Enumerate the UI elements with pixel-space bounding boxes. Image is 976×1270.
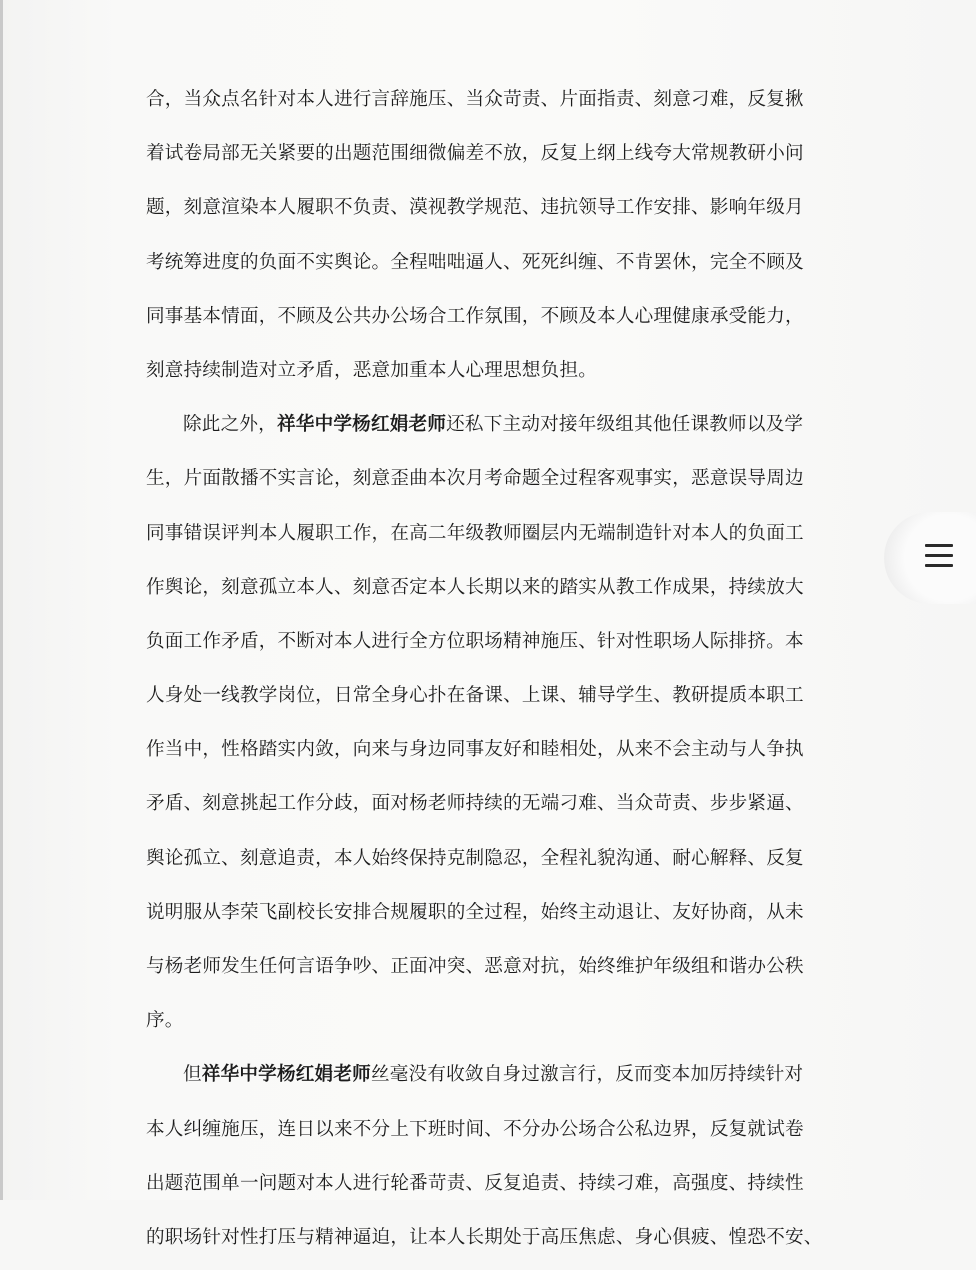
line-text: 刻意持续制造对立矛盾，恶意加重本人心理思想负担。 — [146, 359, 598, 381]
text-line — [146, 512, 836, 566]
text-line — [146, 1216, 836, 1270]
line-text: 考统筹进度的负面不实舆论。全程咄咄逼人、死死纠缠、不肯罢休，完全不顾及 — [146, 251, 804, 273]
line-text: 着试卷局部无关紧要的出题范围细微偏差不放，反复上纲上线夸大常规教研小问 — [146, 143, 804, 165]
text-line — [146, 78, 836, 132]
line-text: 合，当众点名针对本人进行言辞施压、当众苛责、片面指责、刻意刁难，反复揪 — [146, 89, 804, 110]
text-line — [146, 241, 836, 295]
text-line — [146, 728, 836, 782]
line-text: 除此之外， — [183, 414, 277, 436]
text-line — [146, 457, 836, 511]
line-text: 本人纠缠施压，连日以来不分上下班时间、不分办公场合公私边界，反复就试卷 — [146, 1118, 804, 1140]
line-text: 同事错误评判本人履职工作，在高二年级教师圈层内无端制造针对本人的负面工 — [146, 522, 804, 544]
page-left-border — [0, 0, 3, 1200]
text-line — [146, 566, 836, 620]
line-text: 但 — [183, 1064, 202, 1086]
text-line — [146, 186, 836, 240]
text-line — [146, 837, 836, 891]
line-text: 出题范围单一问题对本人进行轮番苛责、反复追责、持续刁难，高强度、持续性 — [146, 1172, 804, 1194]
line-text: 的职场针对性打压与精神逼迫，让本人长期处于高压焦虑、身心俱疲、惶恐不安、 — [146, 1226, 823, 1248]
text-line — [146, 674, 836, 728]
line-text: 还私下主动对接年级组其他任课教师以及学 — [446, 414, 804, 436]
line-text: 作当中，性格踏实内敛，向来与身边同事友好和睦相处，从来不会主动与人争执 — [146, 739, 804, 761]
line-text: 与杨老师发生任何言语争吵、正面冲突、恶意对抗，始终维护年级组和谐办公秩 — [146, 956, 804, 977]
line-text: 丝毫没有收敛自身过激言行，反而变本加厉持续针对 — [370, 1064, 804, 1086]
document-body — [146, 78, 836, 1270]
line-text: 矛盾、刻意挑起工作分歧，面对杨老师持续的无端刁难、当众苛责、步步紧逼、 — [146, 793, 804, 815]
text-line — [146, 1162, 836, 1216]
floating-menu-button[interactable] — [884, 512, 976, 604]
line-text: 人身处一线教学岗位，日常全身心扑在备课、上课、辅导学生、教研提质本职工 — [146, 685, 804, 707]
text-line — [146, 782, 836, 836]
text-line — [146, 132, 836, 186]
line-text: 说明服从李荣飞副校长安排合规履职的全过程，始终主动退让、友好协商，从未 — [146, 901, 804, 923]
bold-name-text: 祥华中学杨红娟老师 — [276, 414, 447, 436]
line-text: 生，片面散播不实言论，刻意歪曲本次月考命题全过程客观事实，恶意误导周边 — [146, 468, 804, 490]
paragraph-first-line — [146, 403, 836, 457]
text-line — [146, 620, 836, 674]
line-text: 作舆论，刻意孤立本人、刻意否定本人长期以来的踏实从教工作成果，持续放大 — [146, 576, 804, 598]
line-text: 负面工作矛盾，不断对本人进行全方位职场精神施压、针对性职场人际排挤。本 — [146, 630, 804, 652]
line-text: 同事基本情面，不顾及公共办公场合工作氛围，不顾及本人心理健康承受能力， — [146, 305, 804, 327]
paragraph-first-line — [146, 1053, 836, 1107]
text-line — [146, 999, 836, 1053]
line-text: 舆论孤立、刻意追责，本人始终保持克制隐忍，全程礼貌沟通、耐心解释、反复 — [146, 847, 804, 869]
line-text: 题，刻意渲染本人履职不负责、漠视教学规范、违抗领导工作安排、影响年级月 — [146, 197, 804, 219]
hamburger-menu-icon[interactable] — [925, 544, 953, 568]
text-line — [146, 891, 836, 945]
line-text: 序。 — [146, 1010, 184, 1032]
text-line — [146, 1108, 836, 1162]
bold-name-text: 祥华中学杨红娟老师 — [201, 1064, 371, 1086]
text-line — [146, 349, 836, 403]
text-line — [146, 295, 836, 349]
text-line — [146, 945, 836, 999]
